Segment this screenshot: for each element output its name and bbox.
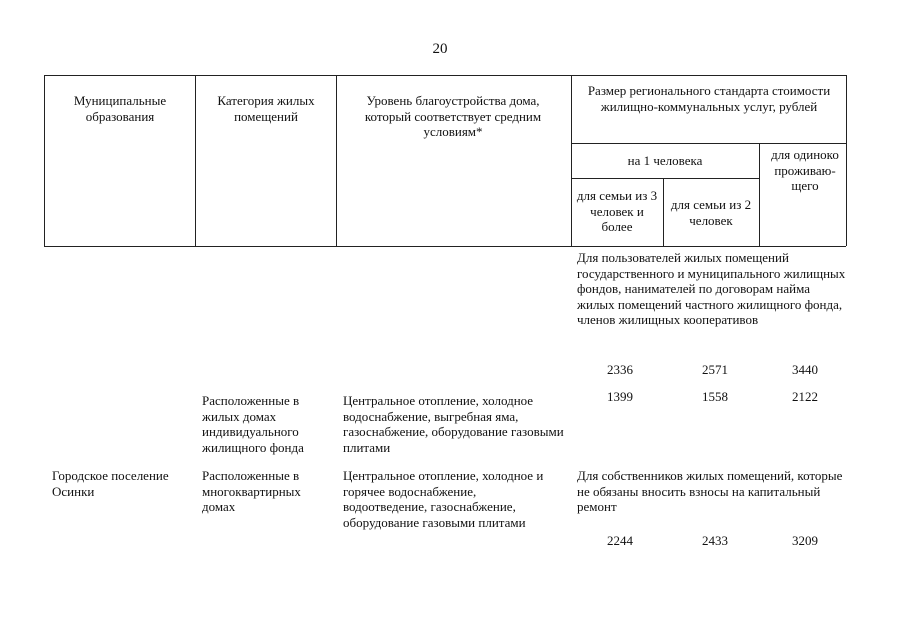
header-per-person: на 1 человека — [627, 153, 703, 168]
header-family3: для семьи из 3 человек и более — [576, 188, 658, 234]
header-category: Категория жилых помещений — [217, 93, 315, 124]
row-osinki-note: Для собственников жилых помещений, которые не обязаны вносить взносы на капитальный ремонт — [577, 468, 843, 514]
row-osinki-value-family2: 2433 — [702, 533, 728, 548]
row-osinki-value-single: 3209 — [792, 533, 818, 548]
header-municipal: Муниципальные образования — [73, 93, 167, 124]
row-individual-category: Расположенные в жилых домах индивидуального жилищного фонда — [202, 393, 304, 455]
row-individual-value-family2: 1558 — [702, 389, 728, 404]
header-standard: Размер регионального стандарта стоимости жилищно-коммунальных услуг, рублей — [587, 83, 831, 114]
row-individual-level: Центральное отопление, холодное водоснабжение, выгребная яма, газоснабжение, оборудование газовыми плитами — [343, 393, 564, 455]
row-osinki-value-family3: 2244 — [607, 533, 633, 548]
header-level: Уровень благоустройства дома, который соответствует средним условиям* — [364, 93, 542, 139]
section1-value-family2: 2571 — [702, 362, 728, 377]
header-single: для одиноко проживаю-щего — [771, 147, 839, 193]
row-individual-value-family3: 1399 — [607, 389, 633, 404]
section1-value-family3: 2336 — [607, 362, 633, 377]
section1-note: Для пользователей жилых помещений государственного и муниципального жилищных фондов, нанимателей по договорам найма жилых помещений частного жилищного фонда, членов жилищных кооперативов — [577, 250, 846, 327]
section1-value-single: 3440 — [792, 362, 818, 377]
row-osinki-category: Расположенные в многоквартирных домах — [202, 468, 301, 514]
row-individual-value-single: 2122 — [792, 389, 818, 404]
row-osinki-municipal: Городское поселение Осинки — [52, 468, 169, 499]
header-family2: для семьи из 2 человек — [670, 197, 752, 228]
row-osinki-level: Центральное отопление, холодное и горячее водоснабжение, водоотведение, газоснабжение, оборудование газовыми плитами — [343, 468, 544, 530]
page-number: 20 — [432, 41, 448, 57]
